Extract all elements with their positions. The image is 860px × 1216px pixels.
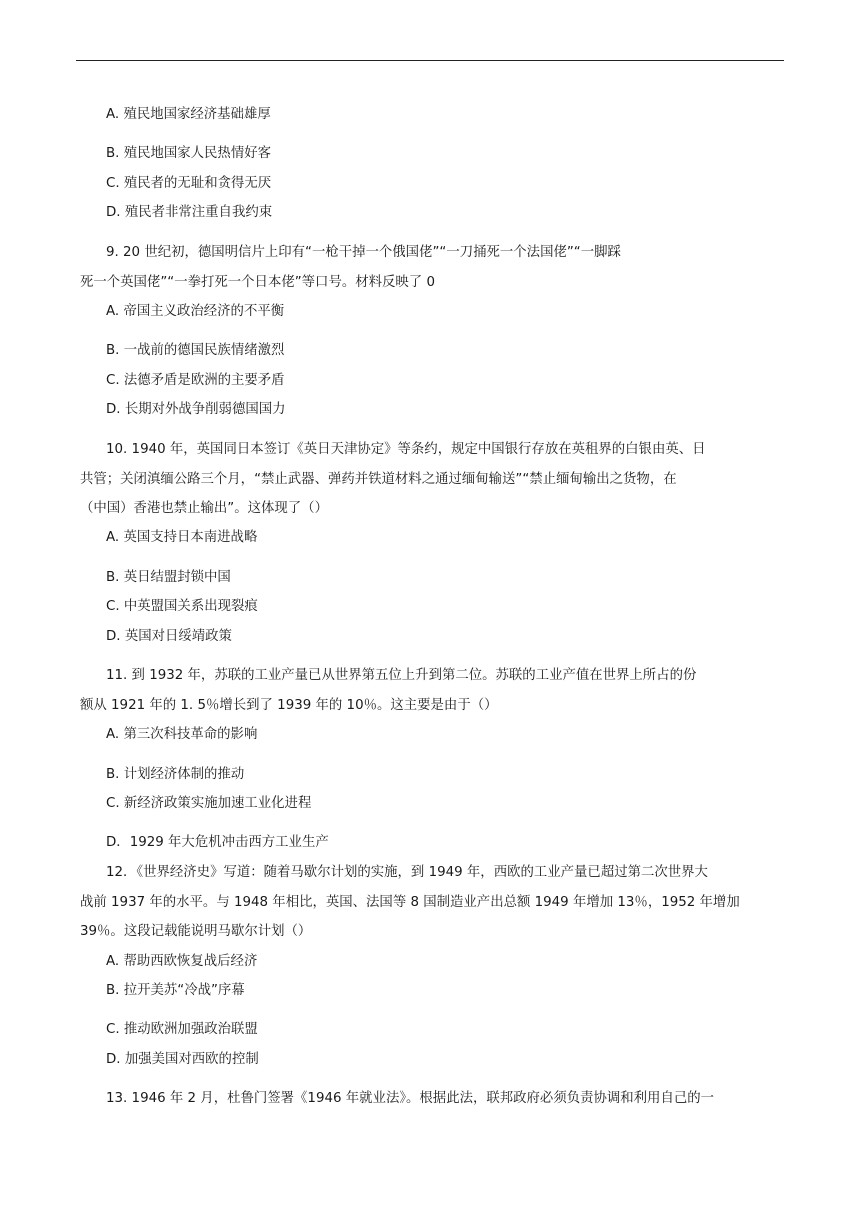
q9-option-d: D. 长期对外战争削弱德国国力 bbox=[106, 402, 286, 417]
q12-option-c: C. 推动欧洲加强政治联盟 bbox=[106, 1022, 258, 1037]
q9-option-a: A. 帝国主义政治经济的不平衡 bbox=[106, 304, 285, 319]
q12-option-b: B. 拉开美苏“冷战”序幕 bbox=[106, 983, 245, 998]
q12-option-d: D. 加强美国对西欧的控制 bbox=[106, 1052, 259, 1067]
q11-option-a: A. 第三次科技革命的影响 bbox=[106, 727, 258, 742]
q11-stem-line-1: 11. 到 1932 年，苏联的工业产量已从世界第五位上升到第二位。苏联的工业产值在世界上所占的份 bbox=[106, 668, 697, 683]
q12-stem-line-2: 战前 1937 年的水平。与 1948 年相比，英国、法国等 8 国制造业产出总额 1949 年增加 13％，1952 年增加 bbox=[80, 895, 740, 910]
q11-stem-line-2: 额从 1921 年的 1. 5％增长到了 1939 年的 10％。这主要是由于（） bbox=[80, 698, 498, 713]
q11-option-b: B. 计划经济体制的推动 bbox=[106, 767, 245, 782]
q9-option-b: B. 一战前的德国民族情绪激烈 bbox=[106, 343, 285, 358]
header-rule bbox=[76, 60, 784, 61]
q10-option-a: A. 英国支持日本南进战略 bbox=[106, 530, 258, 545]
q10-option-d: D. 英国对日绥靖政策 bbox=[106, 629, 232, 644]
q8-option-c: C. 殖民者的无耻和贪得无厌 bbox=[106, 176, 272, 191]
q10-stem-line-3: （中国）香港也禁止输出”。这体现了（） bbox=[80, 501, 328, 516]
q9-stem-line-1: 9. 20 世纪初，德国明信片上印有“一枪干掉一个俄国佬”“一刀捅死一个法国佬”“一脚踩 bbox=[106, 245, 621, 260]
q10-option-b: B. 英日结盟封锁中国 bbox=[106, 570, 231, 585]
q8-option-b: B. 殖民地国家人民热情好客 bbox=[106, 146, 271, 161]
q11-option-c: C. 新经济政策实施加速工业化进程 bbox=[106, 796, 312, 811]
q12-option-a: A. 帮助西欧恢复战后经济 bbox=[106, 954, 258, 969]
q10-option-c: C. 中英盟国关系出现裂痕 bbox=[106, 599, 258, 614]
q9-stem-line-2: 死一个英国佬”“一拳打死一个日本佬”等口号。材料反映了 0 bbox=[80, 275, 435, 290]
q12-stem-line-1: 12．《世界经济史》写道：随着马歇尔计划的实施，到 1949 年，西欧的工业产量已超过第二次世界大 bbox=[106, 865, 708, 880]
q10-stem-line-2: 共管；关闭滇缅公路三个月，“禁止武器、弹药并铁道材料之通过缅甸输送”“禁止缅甸输出之货物，在 bbox=[80, 472, 677, 487]
q13-stem-line-1: 13. 1946 年 2 月，杜鲁门签署《1946 年就业法》。根据此法，联邦政府必须负责协调和利用自己的一 bbox=[106, 1091, 715, 1106]
q8-option-d: D. 殖民者非常注重自我约束 bbox=[106, 205, 273, 220]
q8-option-a: A. 殖民地国家经济基础雄厚 bbox=[106, 107, 271, 122]
q10-stem-line-1: 10. 1940 年，英国同日本签订《英日天津协定》等条约，规定中国银行存放在英租界的白银由英、日 bbox=[106, 442, 706, 457]
q12-stem-line-3: 39％。这段记载能说明马歇尔计划（） bbox=[80, 924, 312, 939]
q11-option-d: D．1929 年大危机冲击西方工业生产 bbox=[106, 835, 329, 850]
q9-option-c: C. 法德矛盾是欧洲的主要矛盾 bbox=[106, 373, 285, 388]
